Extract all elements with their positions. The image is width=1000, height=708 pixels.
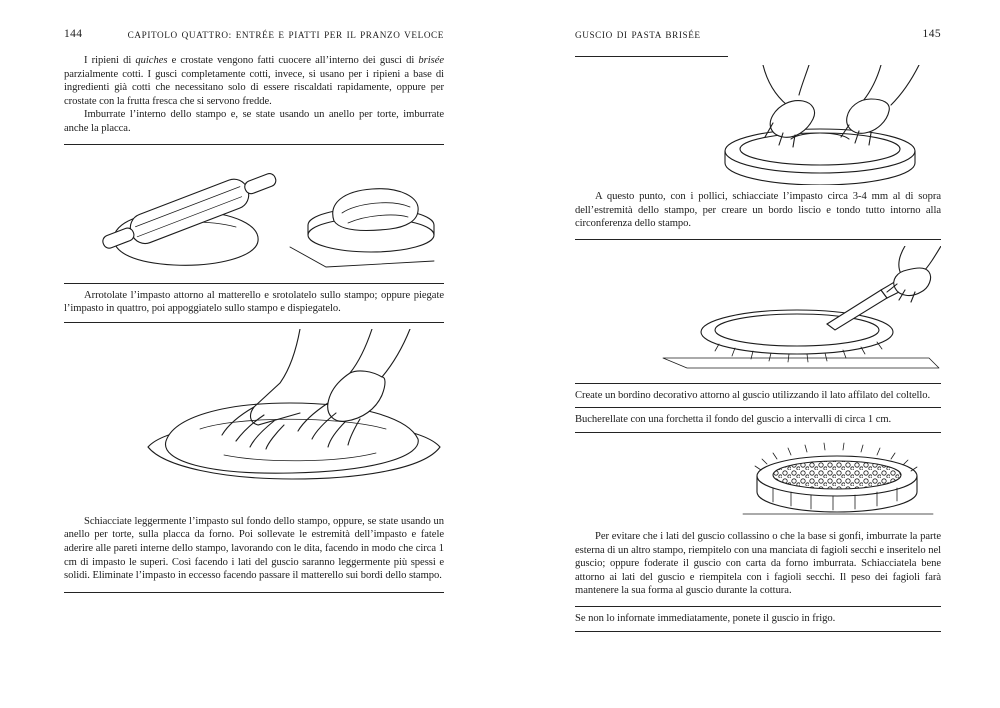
section-rule-short: [575, 56, 728, 57]
hands-pressing-drawing: [64, 329, 444, 503]
knife-edge-drawing: [575, 246, 941, 376]
section-rule: [575, 407, 941, 408]
caption-beans-weight: Per evitare che i lati del guscio collassino o che la base si gonfi, imburrate la parte esterna di un altro stampo, riempitelo con una manciata di fagioli secchi e inseritelo nel guscio; oppure foderate il guscio con carta da forno imburrata. Schiacciatela bene attorno ai lati del guscio e riempitela con i fagioli secchi. Il peso dei fagioli farà mantenere la sua forma al guscio durante la cottura.: [575, 530, 941, 597]
page-number-left: 144: [64, 28, 83, 40]
intro-text-2: e crostate vengono fatti cuocere all’interno dei gusci di: [167, 55, 419, 66]
page-number-right: 145: [922, 28, 941, 40]
caption-press-dough: Schiacciate leggermente l’impasto sul fondo dello stampo, oppure, se state usando un anello per torte, sulla placca da forno. Poi sollevate le estremità dell’impasto e fatele aderire alle pareti interne dello stampo, lavorando con le dita, facendo in modo che circa 1 cm di impasto le superi. Così facendo i lati del guscio saranno leggermente più spessi e solidi. Eliminate l’impasto in eccesso facendo passare il matterello sui bordi dello stampo.: [64, 515, 444, 582]
thumbs-pinching-drawing: [575, 65, 941, 185]
section-rule: [575, 383, 941, 384]
left-page-header: [64, 28, 444, 44]
illustration-knife-decorating-edge: [575, 246, 941, 376]
beans-shell-drawing: [575, 438, 941, 526]
running-head-right: GUSCIO DI PASTA BRISÉE: [575, 30, 701, 40]
rolling-pin-drawing: [64, 151, 444, 277]
illustration-rolling-pin-and-flan-ring: [64, 151, 444, 277]
section-rule: [575, 432, 941, 433]
term-brisee: brisée: [418, 55, 444, 66]
running-head-left: CAPITOLO QUATTRO: ENTRÉE E PIATTI PER IL PRANZO VELOCE: [127, 30, 444, 40]
illustration-thumbs-pinching-rim: [575, 65, 941, 185]
illustration-hands-pressing-dough: [64, 329, 444, 503]
intro-text-1: I ripieni di: [84, 55, 136, 66]
note-refrigerate: Se non lo infornate immediatamente, ponete il guscio in frigo.: [575, 612, 836, 624]
section-rule: [64, 322, 444, 323]
butter-mold-paragraph: Imburrate l’interno dello stampo e, se state usando un anello per torte, imburrate anche la placca.: [64, 109, 444, 134]
caption-fork-prick: Bucherellate con una forchetta il fondo del guscio a intervalli di circa 1 cm.: [575, 414, 892, 426]
right-page-header: [575, 28, 941, 44]
page-144: [64, 28, 444, 593]
caption-knife-border: Create un bordino decorativo attorno al guscio utilizzando il lato affilato del coltello.: [575, 389, 931, 401]
section-rule: [575, 606, 941, 607]
section-rule: [64, 283, 444, 284]
intro-paragraph: [64, 54, 444, 108]
section-rule: [64, 592, 444, 593]
intro-text-3: parzialmente cotti. I gusci completamente cotti, invece, si usano per i ripieni a base di ingredienti già cotti che necessitano solo di essere riscaldati rapidamente, oppure per crostate con la frutta fresca che si servono fredde.: [64, 68, 444, 107]
section-rule: [64, 144, 444, 145]
section-rule: [575, 239, 941, 240]
page-145: [575, 28, 941, 632]
caption-roll-dough: Arrotolate l’impasto attorno al matterello e srotolatelo sullo stampo; oppure piegate l’impasto in quattro, poi appoggiatelo sullo stampo e dispiegatelo.: [64, 289, 444, 315]
section-rule: [575, 631, 941, 632]
illustration-shell-with-beans: [575, 438, 941, 526]
term-quiches: quiches: [135, 55, 168, 66]
caption-pinch-rim: A questo punto, con i pollici, schiacciate l’impasto circa 3-4 mm al di sopra dell’estremità dello stampo, per creare un bordo liscio e tondo tutto intorno alla circonferenza dello stampo.: [575, 191, 941, 230]
